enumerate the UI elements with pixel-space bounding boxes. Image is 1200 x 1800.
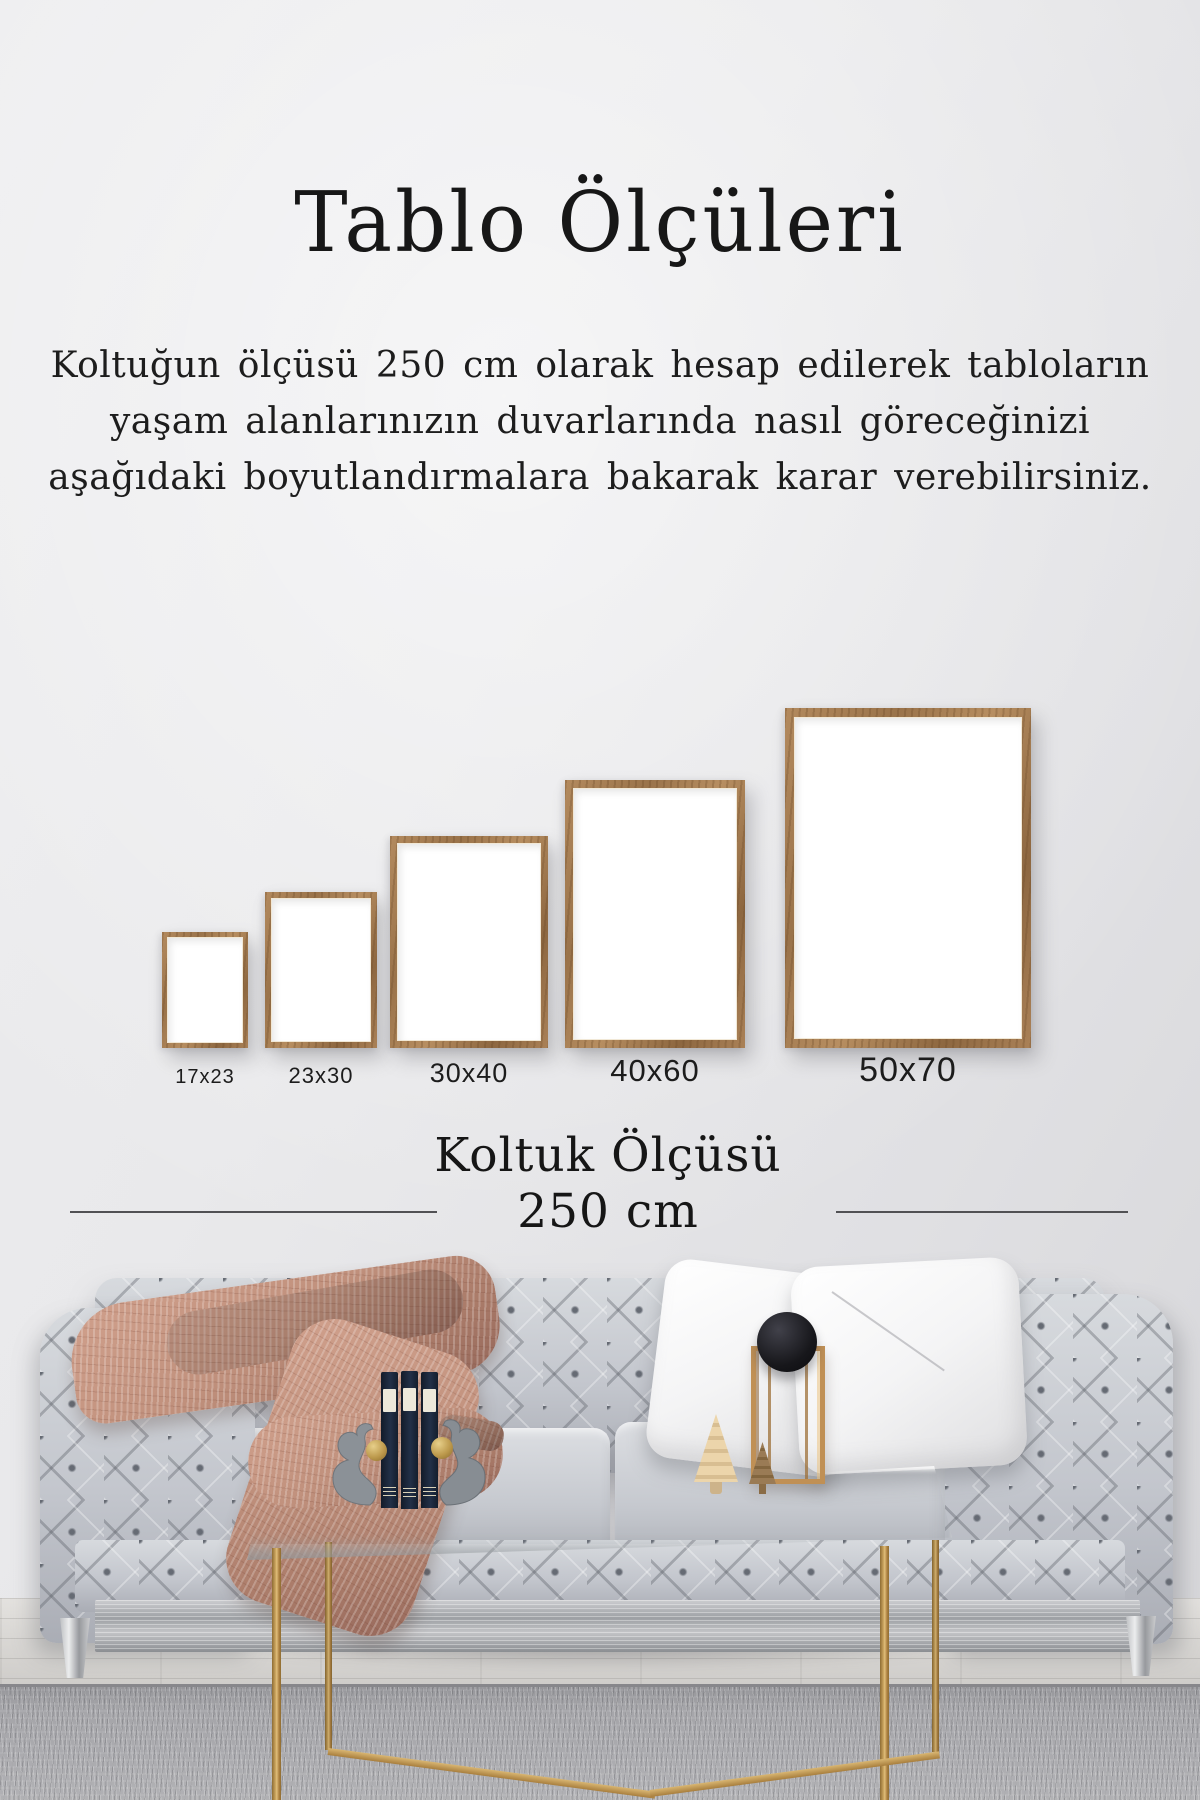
size-label-17x23: 17x23: [175, 1066, 235, 1088]
bookend-gold-ball-right: [431, 1437, 453, 1459]
sofa-measure-label: Koltuk Ölçüsü: [434, 1128, 782, 1183]
bookend-gold-ball-left: [366, 1440, 387, 1461]
sofa-metal-plinth: [95, 1600, 1140, 1652]
intro-line-2: yaşam alanlarınızın duvarlarında nasıl göreceğinizi: [109, 401, 1091, 442]
page-title: Tablo Ölçüleri: [294, 173, 906, 271]
intro-line-1: Koltuğun ölçüsü 250 cm olarak hesap edilerek tabloların: [50, 345, 1150, 386]
tree-trunk: [759, 1484, 766, 1494]
intro-line-3: aşağıdaki boyutlandırmalara bakarak karar verebilirsiniz.: [48, 457, 1152, 498]
size-label-40x60: 40x60: [610, 1053, 700, 1088]
decor-tree-small: [749, 1442, 776, 1494]
size-label-23x30: 23x30: [288, 1063, 354, 1088]
tree-cone: [749, 1442, 776, 1484]
table-leg-back-left: [325, 1542, 332, 1750]
bookend-goose-left: [326, 1420, 380, 1506]
table-leg-back-right: [932, 1540, 939, 1752]
book: [381, 1372, 398, 1508]
decor-sphere: [757, 1312, 817, 1372]
tree-cone: [694, 1414, 738, 1482]
book: [401, 1371, 418, 1509]
sofa-measure-value: 250 cm: [517, 1184, 699, 1239]
area-rug: [0, 1684, 1200, 1800]
size-label-50x70: 50x70: [859, 1051, 957, 1089]
pillow-right: [790, 1256, 1029, 1476]
size-label-30x40: 30x40: [429, 1058, 509, 1088]
decor-tree-large: [694, 1414, 738, 1494]
tree-trunk: [710, 1482, 722, 1494]
table-leg-front-left: [272, 1548, 281, 1800]
